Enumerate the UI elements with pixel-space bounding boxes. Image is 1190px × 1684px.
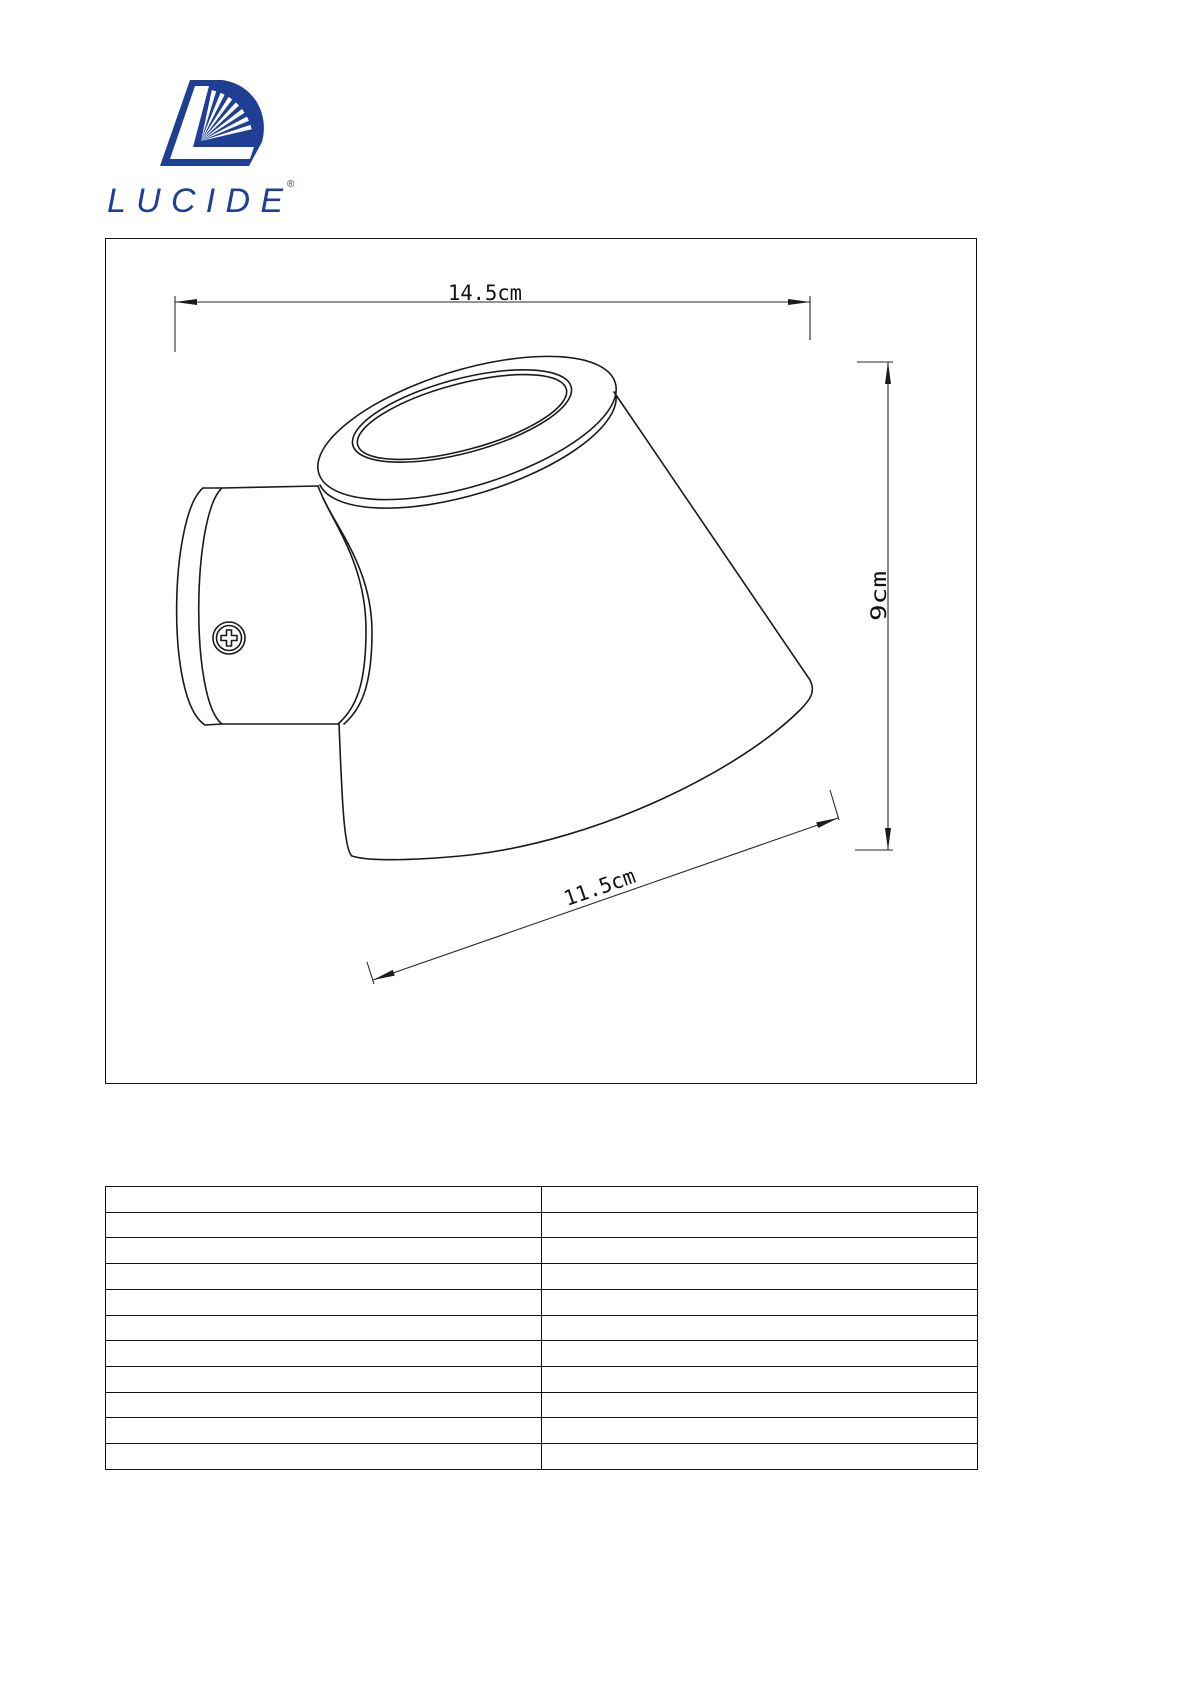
table-row <box>106 1264 978 1290</box>
logo-registered-mark: ® <box>287 179 295 190</box>
table-row <box>106 1212 978 1238</box>
table-cell <box>106 1238 542 1264</box>
logo-mark-icon <box>160 80 264 166</box>
table-cell <box>106 1212 542 1238</box>
table-cell <box>542 1212 978 1238</box>
table-cell <box>542 1392 978 1418</box>
table-row <box>106 1418 978 1444</box>
table-cell <box>106 1367 542 1393</box>
table-cell <box>542 1187 978 1213</box>
table-row <box>106 1289 978 1315</box>
table-cell <box>542 1341 978 1367</box>
table-cell <box>542 1444 978 1470</box>
table-cell <box>106 1341 542 1367</box>
table-cell <box>542 1315 978 1341</box>
table-cell <box>542 1238 978 1264</box>
table-cell <box>106 1264 542 1290</box>
table-cell <box>106 1315 542 1341</box>
table-row <box>106 1392 978 1418</box>
table-row <box>106 1341 978 1367</box>
dimension-diagonal-label: 11.5cm <box>560 863 641 911</box>
table-cell <box>542 1264 978 1290</box>
table-cell <box>106 1418 542 1444</box>
table-cell <box>106 1392 542 1418</box>
table-cell <box>542 1367 978 1393</box>
table-cell <box>106 1444 542 1470</box>
table-row <box>106 1444 978 1470</box>
table-row <box>106 1187 978 1213</box>
dimension-horizontal-label: 14.5cm <box>448 281 522 305</box>
table-cell <box>542 1289 978 1315</box>
lucide-logo <box>100 70 310 225</box>
table-row <box>106 1315 978 1341</box>
drawing-frame <box>105 238 977 1084</box>
spec-table-body <box>106 1187 978 1470</box>
table-row <box>106 1238 978 1264</box>
logo-wordmark: LUCIDE <box>107 182 283 220</box>
table-row <box>106 1367 978 1393</box>
dimension-vertical-label: 9cm <box>867 583 891 621</box>
table-cell <box>106 1289 542 1315</box>
spec-table <box>105 1186 978 1470</box>
table-cell <box>106 1187 542 1213</box>
table-cell <box>542 1418 978 1444</box>
